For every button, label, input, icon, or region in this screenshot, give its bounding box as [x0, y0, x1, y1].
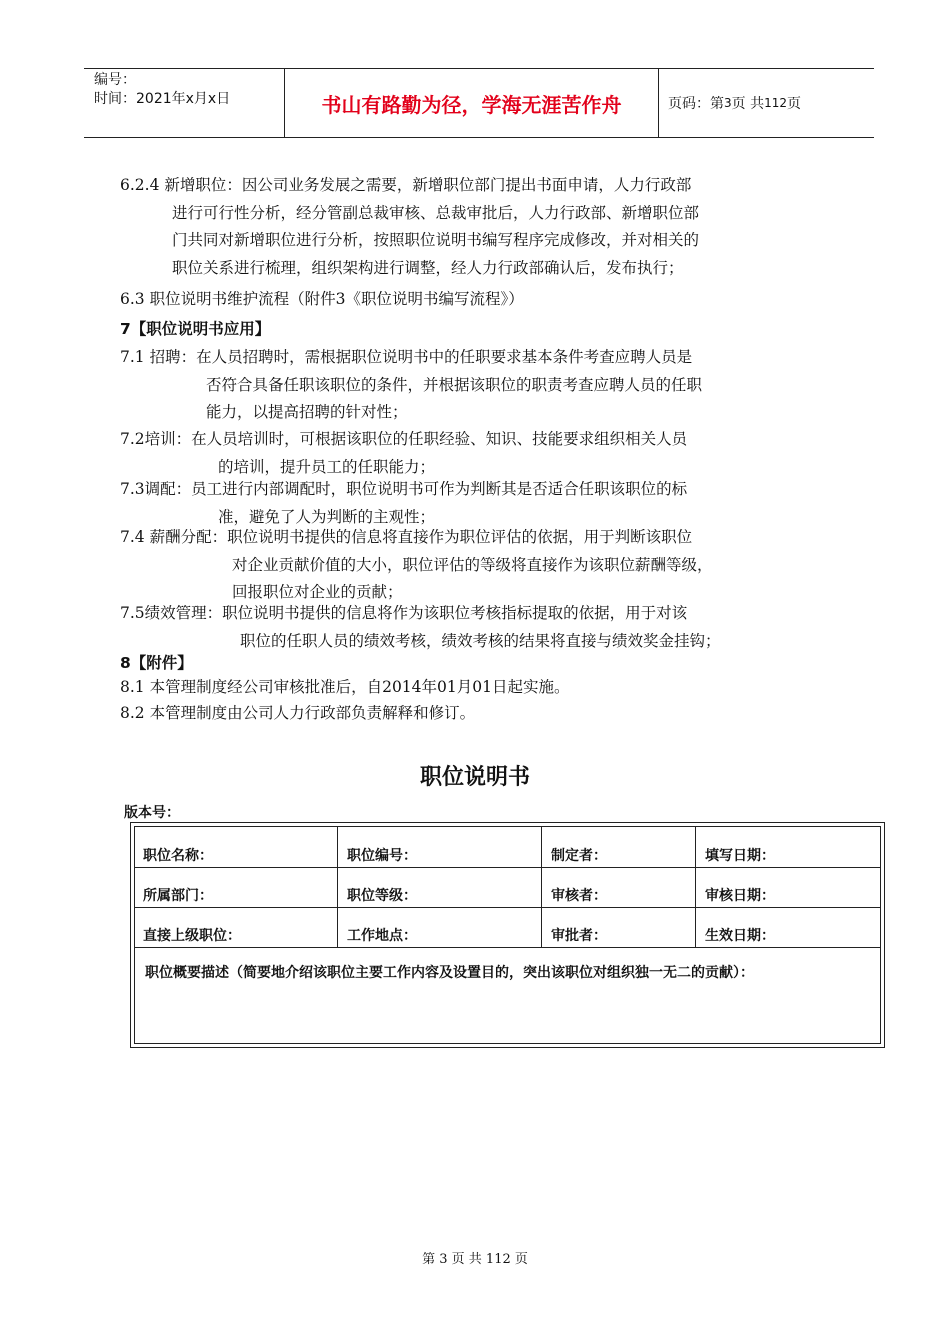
page-suffix: 页 — [787, 96, 801, 112]
page-mid: 页 共 — [731, 96, 765, 112]
column-divider — [541, 827, 542, 947]
text-line: 门共同对新增职位进行分析，按照职位说明书编写程序完成修改，并对相关的 — [172, 231, 700, 249]
document-time-label: 时间：2021年x月x日 — [94, 91, 231, 107]
document-number-label: 编号： — [94, 72, 136, 88]
text-line: 职位关系进行梳理，组织架构进行调整，经人力行政部确认后，发布执行； — [172, 258, 684, 277]
section-7-4 — [120, 524, 850, 607]
text-line: 6.3 职位说明书维护流程（附件3《职位说明书编写流程》） — [120, 290, 524, 308]
field-position-summary: 职位概要描述（简要地介绍该职位主要工作内容及设置目的，突出该职位对组织独一无二的贡献）： — [145, 965, 754, 981]
header-meta — [94, 71, 284, 109]
section-heading-7: 7【职位说明书应用】 — [120, 320, 271, 338]
text-line: 的培训，提升员工的任职能力； — [218, 457, 436, 476]
section-8-1 — [120, 674, 850, 702]
field-department: 所属部门： — [143, 888, 213, 904]
text-line: 准，避免了人为判断的主观性； — [218, 507, 436, 526]
field-review-date: 审核日期： — [705, 888, 775, 904]
text-line: 7.1 招聘：在人员招聘时，需根据职位说明书中的任职要求基本条件考查应聘人员是 — [120, 348, 693, 366]
text-line: 对企业贡献价值的大小，职位评估的等级将直接作为该职位薪酬等级， — [232, 555, 713, 574]
page-number: 3 — [724, 96, 732, 110]
field-supervisor: 直接上级职位： — [143, 928, 241, 944]
text-line: 进行可行性分析，经分管副总裁审核、总裁审批后，人力行政部、新增职位部 — [172, 203, 700, 222]
text-line: 能力，以提高招聘的针对性； — [206, 403, 408, 421]
table-inner-frame — [134, 826, 881, 1044]
text-line: 7.3调配：员工进行内部调配时，职位说明书可作为判断其是否适合任职该职位的标 — [120, 480, 688, 498]
job-description-table — [130, 822, 885, 1048]
version-label: 版本号： — [124, 805, 180, 821]
header-divider — [658, 69, 659, 137]
field-author: 制定者： — [551, 848, 607, 864]
column-divider — [695, 827, 696, 947]
field-position-code: 职位编号： — [347, 848, 417, 864]
text-line: 7.5绩效管理：职位说明书提供的信息将作为该职位考核指标提取的依据，用于对该 — [120, 604, 688, 622]
text-line: 7.2培训：在人员培训时，可根据该职位的任职经验、知识、技能要求组织相关人员 — [120, 430, 688, 448]
row-divider — [135, 867, 880, 868]
section-6-2-4 — [120, 172, 850, 282]
field-position-level: 职位等级： — [347, 888, 417, 904]
section-7-5 — [120, 600, 850, 655]
text-line: 8.2 本管理制度由公司人力行政部负责解释和修订。 — [120, 704, 476, 722]
section-heading-8: 8【附件】 — [120, 654, 193, 672]
field-effective-date: 生效日期： — [705, 928, 775, 944]
row-divider — [135, 907, 880, 908]
section-7-2 — [120, 426, 850, 481]
page-footer: 第 3 页 共 112 页 — [422, 1252, 528, 1267]
form-title: 职位说明书 — [419, 765, 530, 790]
section-7-1 — [120, 344, 850, 427]
page-prefix: 页码：第 — [668, 96, 724, 112]
field-work-location: 工作地点： — [347, 928, 417, 944]
field-position-name: 职位名称： — [143, 848, 213, 864]
text-line: 8.1 本管理制度经公司审核批准后，自2014年01月01日起实施。 — [120, 678, 570, 696]
header-motto: 书山有路勤为径，学海无涯苦作舟 — [321, 92, 622, 117]
page-header — [84, 68, 874, 138]
field-fill-date: 填写日期： — [705, 848, 775, 864]
field-approver: 审批者： — [551, 928, 607, 944]
column-divider — [337, 827, 338, 947]
section-8-2 — [120, 700, 850, 728]
page-total: 112 — [764, 96, 787, 110]
text-line: 6.2.4 新增职位：因公司业务发展之需要，新增职位部门提出书面申请，人力行政部 — [120, 176, 692, 194]
section-7-3 — [120, 476, 850, 531]
field-reviewer: 审核者： — [551, 888, 607, 904]
text-line: 7.4 薪酬分配：职位说明书提供的信息将直接作为职位评估的依据，用于判断该职位 — [120, 528, 693, 546]
row-divider — [135, 947, 880, 948]
section-6-3 — [120, 286, 850, 314]
header-page-info — [668, 69, 801, 137]
text-line: 否符合具备任职该职位的条件，并根据该职位的职责考查应聘人员的任职 — [206, 375, 703, 394]
text-line: 职位的任职人员的绩效考核，绩效考核的结果将直接与绩效奖金挂钩； — [240, 631, 721, 650]
text-line: 回报职位对企业的贡献； — [232, 583, 403, 601]
